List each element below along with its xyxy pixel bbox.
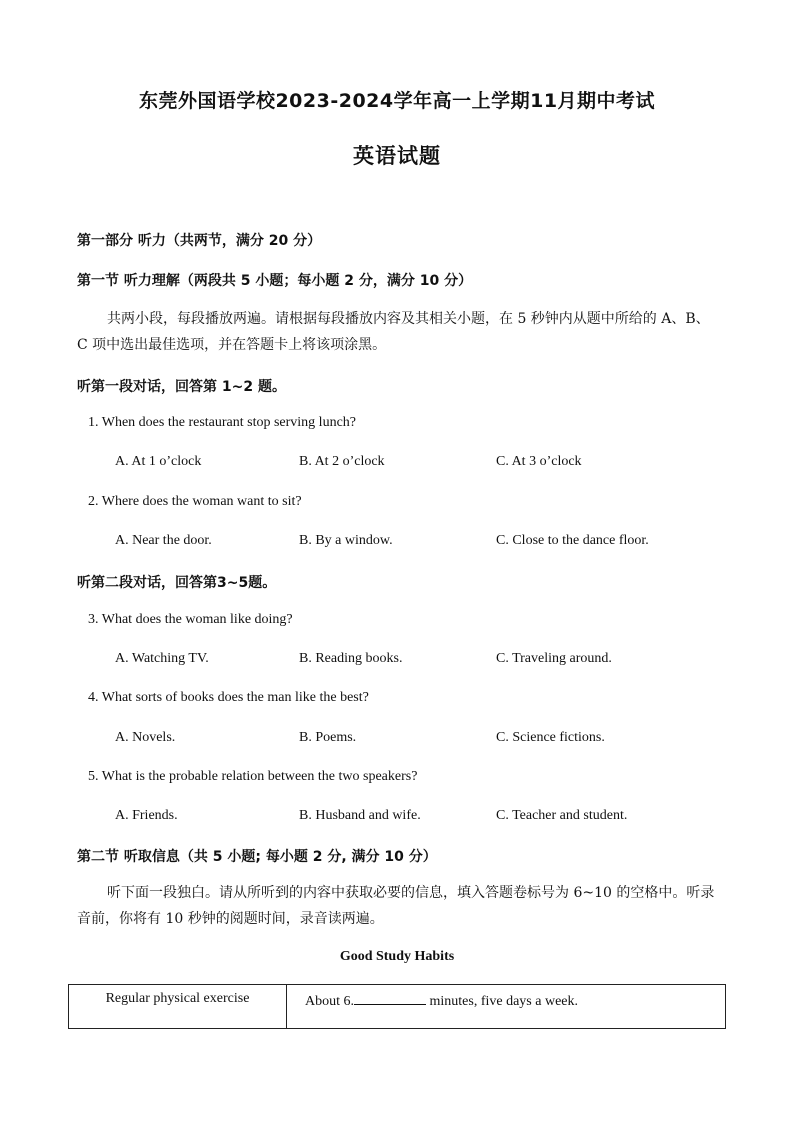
section2-instructions-text: 听下面一段独白。请从所听到的内容中获取必要的信息，填入答题卷标号为 6~10 的空格中。听录音前，你将有 10 秒钟的阅题时间，录音读两遍。 bbox=[77, 885, 715, 927]
table-title: Good Study Habits bbox=[339, 949, 455, 964]
question-5-option-b: B. Husband and wife. bbox=[299, 808, 421, 823]
question-4: 4. What sorts of books does the man like the best? bbox=[88, 690, 369, 705]
table-row bbox=[69, 985, 726, 1029]
habits-table bbox=[68, 984, 726, 1029]
question-2-option-b: B. By a window. bbox=[299, 533, 393, 548]
question-2-option-a: A. Near the door. bbox=[115, 533, 212, 548]
exam-subtitle: 英语试题 bbox=[353, 144, 441, 168]
question-5-option-a: A. Friends. bbox=[115, 808, 178, 823]
section2-instructions bbox=[77, 880, 719, 932]
question-3-option-c: C. Traveling around. bbox=[496, 651, 612, 666]
answer-prefix: About 6. bbox=[305, 994, 354, 1009]
question-5: 5. What is the probable relation between the two speakers? bbox=[88, 769, 418, 784]
question-1-option-c: C. At 3 o’clock bbox=[496, 454, 582, 469]
question-2: 2. Where does the woman want to sit? bbox=[88, 494, 302, 509]
question-1-option-a: A. At 1 o’clock bbox=[115, 454, 202, 469]
dialogue1-heading: 听第一段对话，回答第 1~2 题。 bbox=[77, 379, 286, 395]
question-3-option-a: A. Watching TV. bbox=[115, 651, 209, 666]
section1-instructions-text: 共两小段，每段播放两遍。请根据每段播放内容及其相关小题，在 5 秒钟内从题中所给的 A、B、C 项中选出最佳选项，并在答题卡上将该项涂黑。 bbox=[77, 311, 710, 353]
question-4-option-c: C. Science fictions. bbox=[496, 730, 605, 745]
question-2-option-c: C. Close to the dance floor. bbox=[496, 533, 649, 548]
question-3-option-b: B. Reading books. bbox=[299, 651, 403, 666]
exam-title: 东莞外国语学校2023-2024学年高一上学期11月期中考试 bbox=[138, 90, 656, 112]
answer-suffix: minutes, five days a week. bbox=[426, 994, 579, 1009]
question-3: 3. What does the woman like doing? bbox=[88, 612, 293, 627]
question-4-option-b: B. Poems. bbox=[299, 730, 357, 745]
section2-heading: 第二节 听取信息（共 5 小题; 每小题 2 分, 满分 10 分） bbox=[77, 849, 437, 865]
section1-heading: 第一节 听力理解（两段共 5 小题；每小题 2 分，满分 10 分） bbox=[77, 273, 473, 289]
question-1: 1. When does the restaurant stop serving lunch? bbox=[88, 415, 357, 430]
part1-heading: 第一部分 听力（共两节，满分 20 分） bbox=[77, 233, 322, 249]
section1-instructions bbox=[77, 306, 719, 358]
table-cell-label: Regular physical exercise bbox=[69, 985, 287, 1029]
question-4-option-a: A. Novels. bbox=[115, 730, 176, 745]
dialogue2-heading: 听第二段对话，回答第3~5题。 bbox=[77, 575, 277, 591]
answer-blank-6[interactable] bbox=[354, 991, 426, 1005]
table-cell-content bbox=[287, 985, 726, 1029]
question-1-option-b: B. At 2 o’clock bbox=[299, 454, 385, 469]
question-5-option-c: C. Teacher and student. bbox=[496, 808, 628, 823]
